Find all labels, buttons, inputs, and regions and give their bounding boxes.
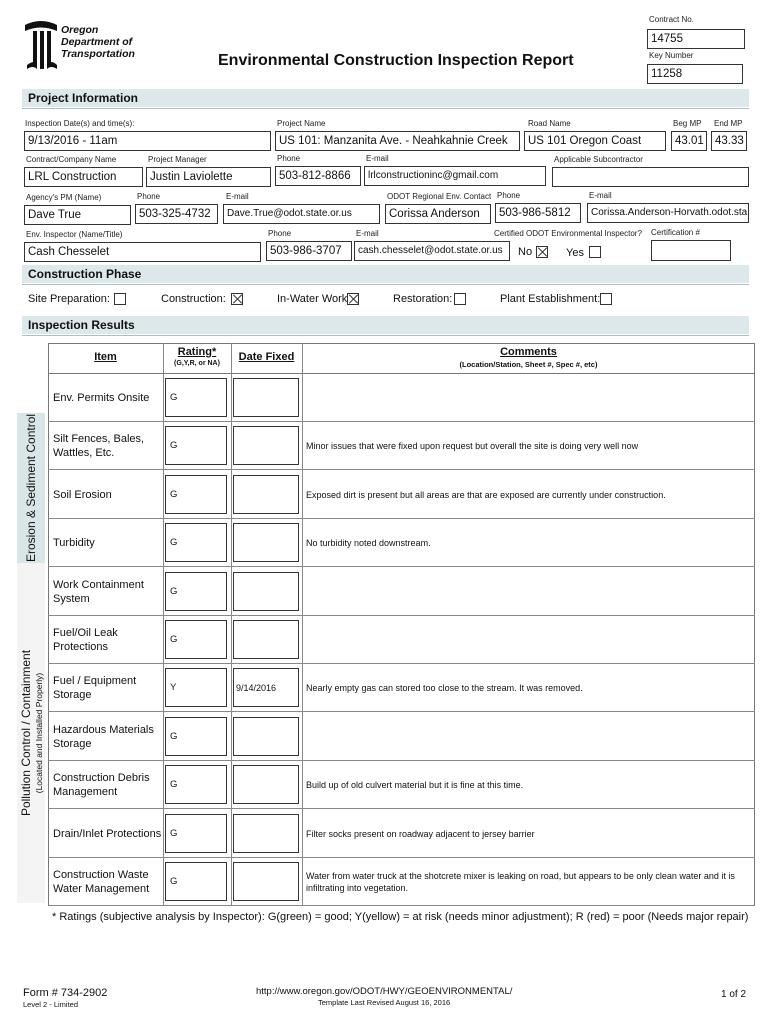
certified-yes-checkbox[interactable] <box>589 246 601 258</box>
env-inspector-email-field[interactable]: cash.chesselet@odot.state.or.us <box>354 241 510 261</box>
row-rating-field[interactable]: Y <box>165 668 227 707</box>
row-item-label: Env. Permits Onsite <box>53 392 150 404</box>
plant-establishment-label: Plant Establishment: <box>500 293 601 305</box>
subcontractor-label: Applicable Subcontractor <box>554 155 643 164</box>
odot-logo-icon <box>23 19 59 71</box>
footer-url[interactable]: http://www.oregon.gov/ODOT/HWY/GEOENVIRONMENTAL/ <box>256 986 513 997</box>
col-item-header: Item <box>94 351 117 363</box>
row-date-fixed-field[interactable] <box>233 814 299 853</box>
pm-email-label: E-mail <box>366 154 389 163</box>
row-date-fixed-field[interactable] <box>233 378 299 417</box>
road-name-field[interactable]: US 101 Oregon Coast <box>524 131 666 151</box>
col-comments-header: Comments <box>500 346 557 358</box>
odot-contact-phone-label: Phone <box>497 191 521 200</box>
agency-pm-email-field[interactable]: Dave.True@odot.state.or.us <box>223 204 380 224</box>
beg-mp-label: Beg MP <box>673 119 702 128</box>
certified-label: Certified ODOT Environmental Inspector? <box>494 229 642 238</box>
row-rating-field[interactable]: G <box>165 862 227 901</box>
template-revised: Template Last Revised August 16, 2016 <box>318 998 451 1007</box>
row-comment[interactable] <box>306 568 754 616</box>
row-item-label: Hazardous Materials Storage <box>53 723 154 750</box>
construction-label: Construction: <box>161 293 226 305</box>
ratings-footnote: * Ratings (subjective analysis by Inspector): G(green) = good; Y(yellow) = at risk (needs minor adjustment); R (red) = poor (Needs major repair) <box>52 911 749 923</box>
row-rating-field[interactable]: G <box>165 717 227 756</box>
odot-contact-field[interactable]: Corissa Anderson <box>385 204 491 224</box>
col-rating-header: Rating* <box>177 346 217 358</box>
row-item-label: Silt Fences, Bales, Wattles, Etc. <box>53 433 145 460</box>
agency-pm-phone-label: Phone <box>137 192 161 201</box>
erosion-group-label: Erosion & Sediment Control <box>24 413 38 563</box>
row-date-fixed-field[interactable] <box>233 426 299 465</box>
page-number: 1 of 2 <box>721 989 747 1000</box>
row-date-fixed-field[interactable] <box>233 620 299 659</box>
row-item-label: Construction Waste Water Management <box>53 869 150 895</box>
certification-label: Certification # <box>651 228 700 237</box>
row-date-fixed-field[interactable] <box>233 717 299 756</box>
row-item-label: Turbidity <box>53 537 95 550</box>
end-mp-field[interactable]: 43.33 <box>711 131 747 151</box>
certified-no-label: No <box>518 246 533 258</box>
section-divider <box>22 284 749 285</box>
table-row <box>48 713 755 761</box>
pollution-group-sublabel: (Located and Installed Properly) <box>34 672 44 794</box>
row-comment[interactable]: Water from water truck at the shotcrete mixer is leaking on road, but appears to be only clean water and it is infiltrating into vegetation. <box>306 871 735 893</box>
restoration-checkbox[interactable] <box>454 293 466 305</box>
env-inspector-field[interactable]: Cash Chesselet <box>24 242 261 262</box>
in-water-checkbox[interactable] <box>347 293 359 305</box>
env-inspector-label: Env. Inspector (Name/Title) <box>26 230 123 239</box>
construction-phase-header: Construction Phase <box>22 265 749 283</box>
key-number-field[interactable]: 11258 <box>647 64 743 84</box>
certification-field[interactable] <box>651 240 731 261</box>
col-rating-subheader: (G,Y,R, or NA) <box>174 360 220 367</box>
col-date-header: Date Fixed <box>238 351 295 363</box>
env-inspector-phone-label: Phone <box>268 229 292 238</box>
row-date-fixed-field[interactable] <box>233 475 299 514</box>
row-item-label: Construction Debris Management <box>53 772 150 799</box>
certified-no-checkbox[interactable] <box>536 246 548 258</box>
row-item-label: Fuel/Oil Leak Protections <box>53 627 118 653</box>
inspection-results-header: Inspection Results <box>22 316 749 334</box>
form-number: Form # 734-2902 <box>23 987 108 999</box>
table-row <box>48 374 755 422</box>
beg-mp-field[interactable]: 43.01 <box>671 131 707 151</box>
row-comment[interactable]: Build up of old culvert material but it is fine at this time. <box>306 780 524 791</box>
table-row <box>48 858 755 906</box>
row-rating-field[interactable]: G <box>165 572 227 611</box>
table-row <box>48 616 755 664</box>
table-row <box>48 664 755 712</box>
row-date-fixed-field[interactable]: 9/14/2016 <box>233 668 299 707</box>
contract-no-label: Contract No. <box>649 15 694 24</box>
form-level: Level 2 - Limited <box>23 1000 79 1009</box>
row-rating-field[interactable]: G <box>165 523 227 562</box>
row-comment[interactable] <box>306 713 754 761</box>
project-name-field[interactable]: US 101: Manzanita Ave. - Neahkahnie Creek <box>275 131 520 151</box>
pm-label: Project Manager <box>148 155 207 164</box>
pm-field[interactable]: Justin Laviolette <box>146 167 271 187</box>
row-comment[interactable]: Filter socks present on roadway adjacent to jersey barrier <box>306 828 535 839</box>
table-row <box>48 568 755 616</box>
row-rating-field[interactable]: G <box>165 620 227 659</box>
agency-name: Oregon Department of Transportation <box>61 24 135 60</box>
table-row <box>48 422 755 470</box>
row-rating-field[interactable]: G <box>165 426 227 465</box>
table-row <box>48 519 755 567</box>
project-info-header: Project Information <box>22 89 749 107</box>
table-row <box>48 810 755 858</box>
project-name-label: Project Name <box>277 119 326 128</box>
certified-yes-label: Yes <box>566 247 584 259</box>
odot-contact-label: ODOT Regional Env. Contact <box>387 192 492 201</box>
in-water-label: In-Water Work <box>277 293 348 305</box>
restoration-label: Restoration: <box>393 293 453 305</box>
row-comment[interactable]: Minor issues that were fixed upon request but overall the site is doing very well now <box>306 441 639 452</box>
odot-contact-email-label: E-mail <box>589 191 612 200</box>
pm-phone-label: Phone <box>277 154 301 163</box>
row-comment[interactable] <box>306 616 754 664</box>
env-inspector-email-label: E-mail <box>356 229 379 238</box>
site-prep-label: Site Preparation: <box>28 293 110 305</box>
row-comment[interactable] <box>306 374 754 422</box>
row-date-fixed-field[interactable] <box>233 572 299 611</box>
section-divider <box>22 108 749 109</box>
row-item-label: Work Containment System <box>53 578 144 605</box>
row-comment[interactable]: Exposed dirt is present but all areas are that are exposed are currently under construction. <box>306 489 666 500</box>
inspection-dates-label: Inspection Date(s) and time(s): <box>25 119 135 128</box>
row-date-fixed-field[interactable] <box>233 765 299 804</box>
inspection-dates-field[interactable]: 9/13/2016 - 11am <box>24 131 271 151</box>
row-comment[interactable]: No turbidity noted downstream. <box>306 538 431 549</box>
contract-no-field[interactable]: 14755 <box>647 29 745 49</box>
pollution-group-band <box>17 563 45 903</box>
row-date-fixed-field[interactable] <box>233 523 299 562</box>
pm-phone-field[interactable]: 503-812-8866 <box>275 166 361 186</box>
odot-contact-email-field[interactable]: Corissa.Anderson-Horvath.odot.sta <box>587 203 749 223</box>
agency-pm-phone-field[interactable]: 503-325-4732 <box>135 204 218 224</box>
row-comment[interactable]: Nearly empty gas can stored too close to the stream. It was removed. <box>306 683 583 694</box>
row-item-label: Soil Erosion <box>53 488 112 501</box>
subcontractor-field[interactable] <box>552 167 749 187</box>
odot-contact-phone-field[interactable]: 503-986-5812 <box>495 203 581 223</box>
road-name-label: Road Name <box>528 119 571 128</box>
site-prep-checkbox[interactable] <box>114 293 126 305</box>
contractor-label: Contract/Company Name <box>26 155 117 164</box>
row-rating-field[interactable]: G <box>165 378 227 417</box>
contractor-field[interactable]: LRL Construction <box>24 167 143 187</box>
row-date-fixed-field[interactable] <box>233 862 299 901</box>
end-mp-label: End MP <box>714 119 743 128</box>
table-header <box>48 343 755 374</box>
env-inspector-phone-field[interactable]: 503-986-3707 <box>266 241 352 261</box>
row-rating-field[interactable]: G <box>165 475 227 514</box>
pm-email-field[interactable]: lrlconstructioninc@gmail.com <box>364 166 546 186</box>
section-divider <box>22 335 749 336</box>
table-row <box>48 761 755 809</box>
erosion-group-band <box>17 413 45 563</box>
key-number-label: Key Number <box>649 51 694 60</box>
agency-pm-email-label: E-mail <box>226 192 249 201</box>
page-title: Environmental Construction Inspection Report <box>218 52 574 69</box>
agency-pm-field[interactable]: Dave True <box>24 205 131 225</box>
row-rating-field[interactable]: G <box>165 814 227 853</box>
table-row <box>48 471 755 519</box>
agency-pm-label: Agency's PM (Name) <box>26 193 102 202</box>
row-rating-field[interactable]: G <box>165 765 227 804</box>
col-comments-subheader: (Location/Station, Sheet #, Spec #, etc) <box>459 360 598 369</box>
pollution-group-label: Pollution Control / Containment <box>19 649 33 817</box>
row-item-label: Drain/Inlet Protections <box>53 827 162 840</box>
row-item-label: Fuel / Equipment Storage <box>53 675 137 702</box>
construction-checkbox[interactable] <box>231 293 243 305</box>
plant-establishment-checkbox[interactable] <box>600 293 612 305</box>
